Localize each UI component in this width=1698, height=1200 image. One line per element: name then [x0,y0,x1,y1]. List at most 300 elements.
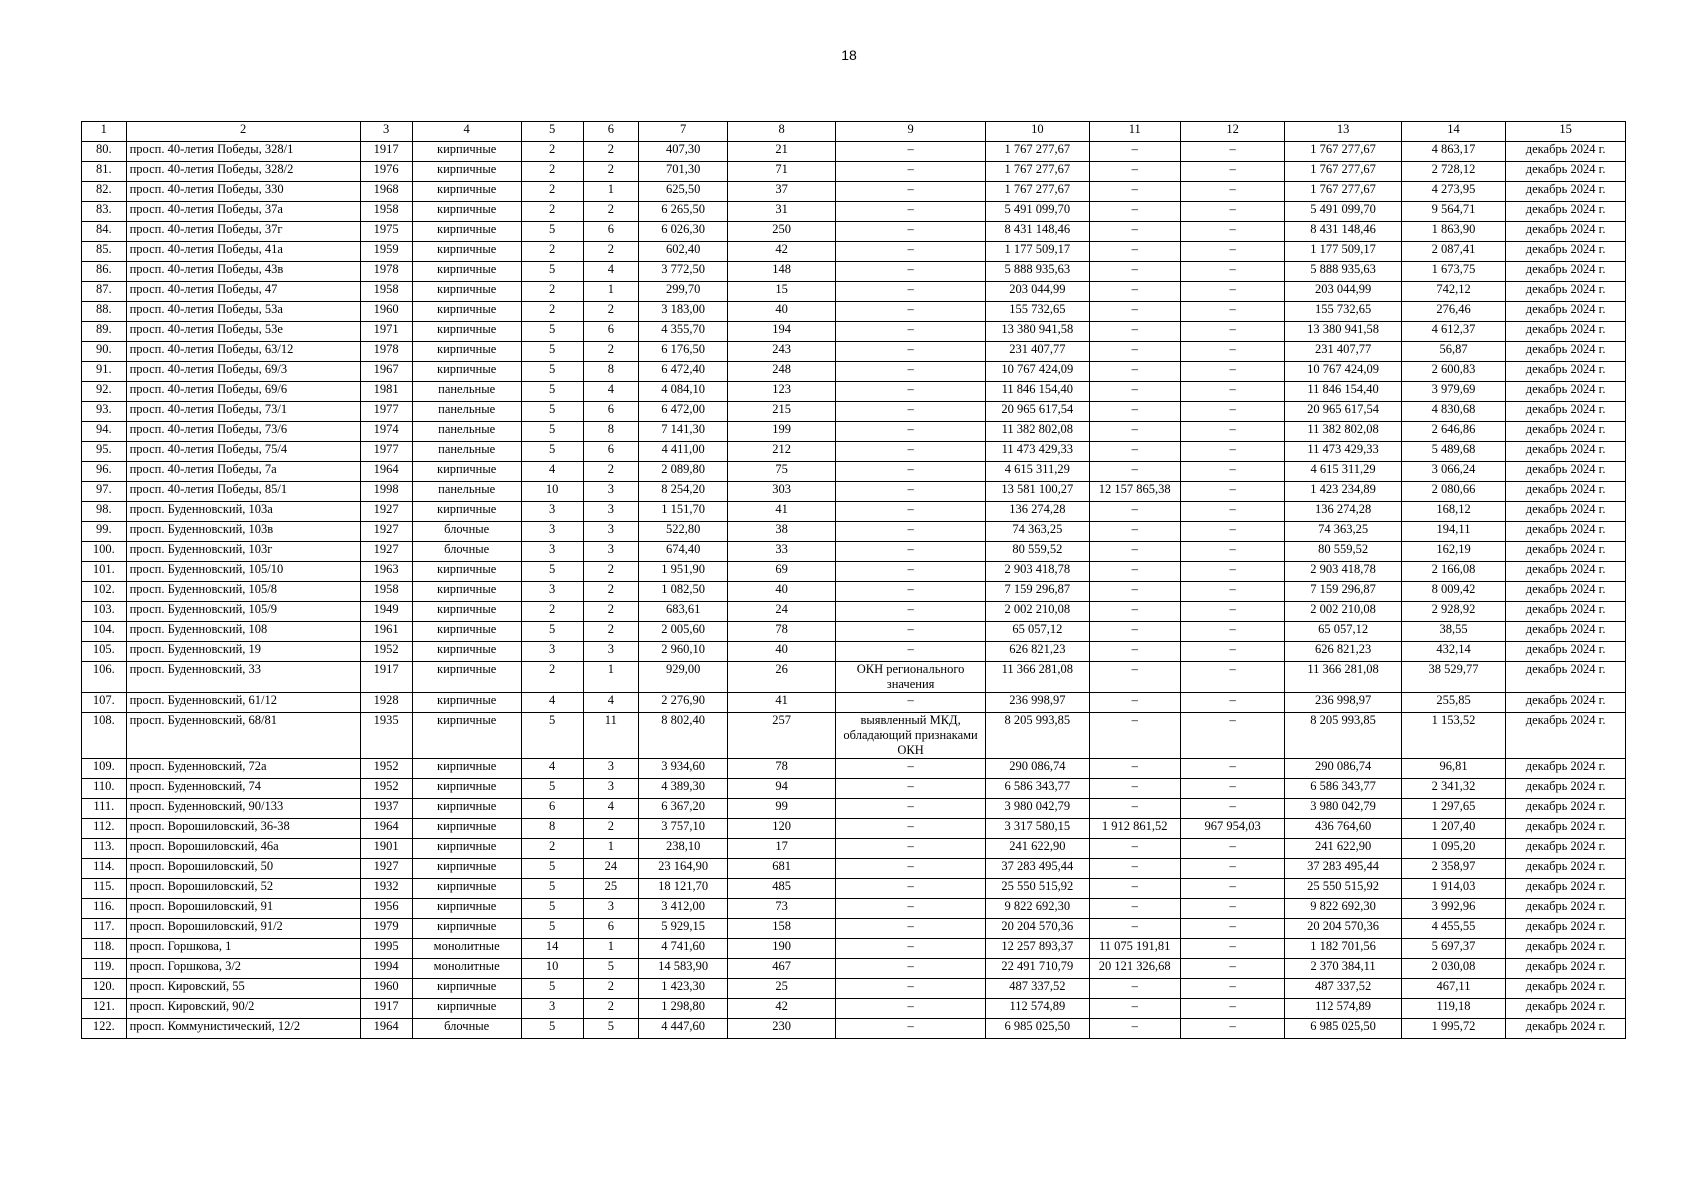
table-cell: 95. [82,442,127,462]
table-cell: 31 [728,202,836,222]
table-cell: 25 [583,879,638,899]
table-cell: 2 [521,839,583,859]
column-header: 15 [1506,122,1626,142]
table-cell: 3 412,00 [639,899,728,919]
table-cell: – [1180,542,1284,562]
table-cell: 1967 [360,362,412,382]
table-cell: 112 574,89 [1285,999,1401,1019]
table-cell: 8 [521,819,583,839]
table-cell: 3 980 042,79 [1285,799,1401,819]
table-cell: просп. 40-летия Победы, 37г [126,222,360,242]
table-cell: 241 622,90 [1285,839,1401,859]
table-cell: 23 164,90 [639,859,728,879]
table-cell: 290 086,74 [1285,759,1401,779]
table-cell: – [1089,522,1180,542]
registry-table [81,121,1626,1039]
table-row [82,202,1626,222]
table-cell: 2 [521,162,583,182]
table-cell: 4 741,60 [639,939,728,959]
table-cell: 2 341,32 [1401,779,1505,799]
table-cell: 73 [728,899,836,919]
table-cell: просп. 40-летия Победы, 53а [126,302,360,322]
table-cell: 4 830,68 [1401,402,1505,422]
table-cell: 1958 [360,582,412,602]
table-cell: 194,11 [1401,522,1505,542]
table-cell: декабрь 2024 г. [1506,582,1626,602]
table-cell: 11 366 281,08 [1285,662,1401,693]
table-cell: – [1089,582,1180,602]
table-cell: 5 489,68 [1401,442,1505,462]
table-cell: 2 [521,142,583,162]
table-cell: 33 [728,542,836,562]
table-cell: 5 888 935,63 [1285,262,1401,282]
table-row [82,222,1626,242]
table-cell: – [836,502,986,522]
table-cell: 9 822 692,30 [1285,899,1401,919]
table-cell: декабрь 2024 г. [1506,262,1626,282]
table-cell: 1927 [360,542,412,562]
table-cell: 21 [728,142,836,162]
table-cell: 104. [82,622,127,642]
table-cell: 119,18 [1401,999,1505,1019]
table-cell: 1 082,50 [639,582,728,602]
table-cell: 1 [583,182,638,202]
table-cell: просп. 40-летия Победы, 75/4 [126,442,360,462]
table-cell: – [836,482,986,502]
table-cell: 1998 [360,482,412,502]
table-cell: 158 [728,919,836,939]
table-cell: кирпичные [412,342,521,362]
table-cell: декабрь 2024 г. [1506,542,1626,562]
table-cell: 230 [728,1019,836,1039]
table-cell: декабрь 2024 г. [1506,879,1626,899]
table-cell: 1901 [360,839,412,859]
table-cell: 2 005,60 [639,622,728,642]
table-cell: 1917 [360,142,412,162]
table-row [82,799,1626,819]
table-cell: 99. [82,522,127,542]
table-cell: 26 [728,662,836,693]
table-cell: 12 157 865,38 [1089,482,1180,502]
table-cell: 86. [82,262,127,282]
table-cell: просп. Горшкова, 1 [126,939,360,959]
table-row [82,979,1626,999]
table-cell: 8 [583,362,638,382]
table-cell: декабрь 2024 г. [1506,759,1626,779]
table-cell: 3 [583,642,638,662]
table-cell: 9 564,71 [1401,202,1505,222]
table-cell: – [1089,899,1180,919]
table-cell: – [1089,562,1180,582]
table-cell: – [1180,859,1284,879]
table-row [82,242,1626,262]
table-cell: 238,10 [639,839,728,859]
table-cell: 1 298,80 [639,999,728,1019]
table-cell: 11 846 154,40 [986,382,1089,402]
table-cell: 1 767 277,67 [1285,142,1401,162]
table-row [82,382,1626,402]
table-cell: 24 [728,602,836,622]
table-cell: просп. 40-летия Победы, 43в [126,262,360,282]
table-cell: просп. 40-летия Победы, 37а [126,202,360,222]
table-cell: – [1089,422,1180,442]
table-cell: просп. Ворошиловский, 50 [126,859,360,879]
table-cell: 5 [521,262,583,282]
table-cell: 6 472,00 [639,402,728,422]
table-cell: – [836,622,986,642]
table-cell: кирпичные [412,162,521,182]
table-cell: 11 382 802,08 [986,422,1089,442]
table-cell: 3 [521,502,583,522]
table-cell: – [1089,362,1180,382]
table-cell: – [836,999,986,1019]
table-cell: 8 205 993,85 [986,713,1089,759]
table-cell: – [836,582,986,602]
table-cell: 96. [82,462,127,482]
table-row [82,713,1626,759]
table-cell: декабрь 2024 г. [1506,202,1626,222]
table-cell: 10 [521,482,583,502]
table-cell: 1 767 277,67 [986,162,1089,182]
table-cell: 96,81 [1401,759,1505,779]
table-cell: 6 [583,402,638,422]
table-cell: 1952 [360,779,412,799]
table-cell: 91. [82,362,127,382]
table-cell: 1968 [360,182,412,202]
table-cell: – [836,759,986,779]
table-cell: 1917 [360,662,412,693]
table-cell: 215 [728,402,836,422]
table-cell: 6 [583,442,638,462]
table-cell: 8 431 148,46 [1285,222,1401,242]
table-cell: 24 [583,859,638,879]
table-cell: – [836,162,986,182]
table-cell: 12 257 893,37 [986,939,1089,959]
table-row [82,442,1626,462]
table-cell: 487 337,52 [986,979,1089,999]
table-cell: – [1089,542,1180,562]
table-row [82,522,1626,542]
table-row [82,462,1626,482]
table-cell: – [1180,262,1284,282]
column-header: 7 [639,122,728,142]
table-cell: 14 583,90 [639,959,728,979]
table-cell: – [1180,622,1284,642]
table-cell: 103. [82,602,127,622]
table-cell: 1935 [360,713,412,759]
table-cell: кирпичные [412,899,521,919]
table-cell: 1977 [360,442,412,462]
table-cell: кирпичные [412,919,521,939]
table-cell: декабрь 2024 г. [1506,342,1626,362]
table-cell: 1964 [360,1019,412,1039]
table-cell: – [1089,602,1180,622]
table-cell: 1978 [360,342,412,362]
table-cell: – [1180,422,1284,442]
table-cell: просп. Буденновский, 19 [126,642,360,662]
table-cell: 5 697,37 [1401,939,1505,959]
table-cell: 436 764,60 [1285,819,1401,839]
table-cell: – [836,959,986,979]
table-cell: – [1180,642,1284,662]
table-cell: 1 182 701,56 [1285,939,1401,959]
table-cell: 467,11 [1401,979,1505,999]
table-cell: 2 276,90 [639,693,728,713]
table-cell: 1927 [360,859,412,879]
table-cell: просп. Буденновский, 33 [126,662,360,693]
table-cell: просп. 40-летия Победы, 85/1 [126,482,360,502]
table-cell: 89. [82,322,127,342]
table-cell: кирпичные [412,879,521,899]
table-cell: – [836,859,986,879]
table-cell: – [836,542,986,562]
table-cell: – [836,362,986,382]
table-cell: 6 985 025,50 [1285,1019,1401,1039]
table-cell: 20 121 326,68 [1089,959,1180,979]
table-cell: декабрь 2024 г. [1506,402,1626,422]
table-cell: 1 [583,662,638,693]
table-cell: кирпичные [412,302,521,322]
table-cell: 136 274,28 [1285,502,1401,522]
table-cell: просп. 40-летия Победы, 73/6 [126,422,360,442]
table-cell: 4 615 311,29 [986,462,1089,482]
table-cell: 929,00 [639,662,728,693]
table-cell: 5 [521,342,583,362]
column-header: 10 [986,122,1089,142]
table-cell: – [1089,502,1180,522]
table-row [82,362,1626,382]
column-header: 3 [360,122,412,142]
table-cell: 2 [583,602,638,622]
table-cell: 1932 [360,879,412,899]
table-cell: 6 265,50 [639,202,728,222]
table-row [82,482,1626,502]
table-cell: 683,61 [639,602,728,622]
table-cell: 5 [521,979,583,999]
table-cell: 93. [82,402,127,422]
table-cell: 56,87 [1401,342,1505,362]
table-cell: просп. Горшкова, 3/2 [126,959,360,979]
table-cell: – [1180,879,1284,899]
table-cell: 1960 [360,979,412,999]
table-cell: 2 [521,602,583,622]
table-cell: – [836,939,986,959]
table-cell: 4 615 311,29 [1285,462,1401,482]
table-cell: 1 912 861,52 [1089,819,1180,839]
table-cell: 2 087,41 [1401,242,1505,262]
table-row [82,542,1626,562]
table-cell: 78 [728,759,836,779]
table-cell: 1 995,72 [1401,1019,1505,1039]
table-cell: декабрь 2024 г. [1506,522,1626,542]
table-cell: 3 [521,642,583,662]
table-cell: 14 [521,939,583,959]
table-cell: 110. [82,779,127,799]
table-cell: – [1180,839,1284,859]
table-cell: – [1089,322,1180,342]
table-cell: 6 367,20 [639,799,728,819]
table-cell: 5 [583,1019,638,1039]
table-cell: – [1089,859,1180,879]
table-cell: 38 529,77 [1401,662,1505,693]
table-cell: 1960 [360,302,412,322]
table-cell: 1 767 277,67 [986,182,1089,202]
table-row [82,899,1626,919]
table-cell: просп. Буденновский, 105/8 [126,582,360,602]
table-cell: – [836,242,986,262]
table-cell: 236 998,97 [1285,693,1401,713]
table-cell: кирпичные [412,202,521,222]
table-row [82,999,1626,1019]
table-row [82,282,1626,302]
table-cell: 7 159 296,87 [1285,582,1401,602]
table-cell: просп. Кировский, 90/2 [126,999,360,1019]
table-cell: 40 [728,582,836,602]
table-cell: – [1089,262,1180,282]
table-cell: 13 380 941,58 [986,322,1089,342]
table-cell: 255,85 [1401,693,1505,713]
table-cell: 1 767 277,67 [986,142,1089,162]
table-cell: 1917 [360,999,412,1019]
table-cell: кирпичные [412,582,521,602]
table-cell: декабрь 2024 г. [1506,622,1626,642]
table-cell: кирпичные [412,819,521,839]
table-cell: 20 965 617,54 [986,402,1089,422]
table-cell: 69 [728,562,836,582]
table-row [82,582,1626,602]
table-cell: декабрь 2024 г. [1506,779,1626,799]
table-cell: просп. Ворошиловский, 36-38 [126,819,360,839]
table-cell: 8 254,20 [639,482,728,502]
table-cell: декабрь 2024 г. [1506,859,1626,879]
table-cell: кирпичные [412,362,521,382]
table-cell: 25 [728,979,836,999]
table-cell: 2 [521,182,583,202]
table-cell: – [1089,642,1180,662]
table-cell: – [836,262,986,282]
table-cell: кирпичные [412,502,521,522]
table-cell: декабрь 2024 г. [1506,939,1626,959]
table-cell: 81. [82,162,127,182]
table-cell: – [836,142,986,162]
table-cell: панельные [412,402,521,422]
table-row [82,693,1626,713]
table-cell: – [1089,402,1180,422]
table-cell: декабрь 2024 г. [1506,1019,1626,1039]
table-cell: кирпичные [412,222,521,242]
table-cell: – [836,879,986,899]
table-cell: 1 [583,282,638,302]
table-cell: декабрь 2024 г. [1506,959,1626,979]
table-cell: 3 934,60 [639,759,728,779]
table-cell: 1 863,90 [1401,222,1505,242]
table-cell: просп. Коммунистический, 12/2 [126,1019,360,1039]
table-row [82,502,1626,522]
table-cell: 8 431 148,46 [986,222,1089,242]
table-cell: 101. [82,562,127,582]
table-cell: – [836,693,986,713]
table-cell: – [1089,1019,1180,1039]
table-cell: – [836,642,986,662]
table-cell: 18 121,70 [639,879,728,899]
table-cell: декабрь 2024 г. [1506,899,1626,919]
table-row [82,322,1626,342]
table-cell: 6 176,50 [639,342,728,362]
table-cell: 5 491 099,70 [1285,202,1401,222]
table-row [82,919,1626,939]
table-cell: – [1089,442,1180,462]
table-cell: блочные [412,1019,521,1039]
table-cell: 1949 [360,602,412,622]
table-cell: 116. [82,899,127,919]
table-cell: 2 903 418,78 [986,562,1089,582]
table-cell: 5 491 099,70 [986,202,1089,222]
table-cell: 8 [583,422,638,442]
table-cell: просп. 40-летия Победы, 53е [126,322,360,342]
table-cell: 1964 [360,819,412,839]
table-cell: – [1089,302,1180,322]
table-cell: 2 [521,282,583,302]
table-cell: 2 [583,162,638,182]
table-cell: 15 [728,282,836,302]
table-cell: 98. [82,502,127,522]
table-cell: – [836,382,986,402]
table-cell: 1 423 234,89 [1285,482,1401,502]
column-header: 2 [126,122,360,142]
table-cell: кирпичные [412,693,521,713]
table-cell: просп. Буденновский, 72а [126,759,360,779]
table-cell: кирпичные [412,642,521,662]
table-cell: 37 [728,182,836,202]
column-header: 14 [1401,122,1505,142]
table-cell: – [1089,182,1180,202]
table-cell: – [836,282,986,302]
table-cell: 2 [521,242,583,262]
table-cell: декабрь 2024 г. [1506,142,1626,162]
table-cell: 290 086,74 [986,759,1089,779]
table-cell: 102. [82,582,127,602]
table-cell: 10 767 424,09 [1285,362,1401,382]
table-cell: 155 732,65 [1285,302,1401,322]
table-cell: 6 586 343,77 [986,779,1089,799]
table-header-row [82,122,1626,142]
table-row [82,162,1626,182]
table-cell: монолитные [412,959,521,979]
table-cell: 1 153,52 [1401,713,1505,759]
table-row [82,839,1626,859]
table-cell: 485 [728,879,836,899]
table-cell: просп. Буденновский, 108 [126,622,360,642]
table-cell: 3 [583,759,638,779]
table-cell: 78 [728,622,836,642]
table-cell: – [1180,799,1284,819]
table-cell: 2 089,80 [639,462,728,482]
table-cell: – [1089,693,1180,713]
table-cell: – [1180,999,1284,1019]
table-cell: – [1089,382,1180,402]
table-cell: 190 [728,939,836,959]
table-row [82,662,1626,693]
table-row [82,939,1626,959]
table-cell: 5 [521,899,583,919]
table-cell: 37 283 495,44 [1285,859,1401,879]
table-cell: 82. [82,182,127,202]
table-cell: 6 472,40 [639,362,728,382]
table-cell: просп. Буденновский, 68/81 [126,713,360,759]
table-cell: просп. Буденновский, 103в [126,522,360,542]
table-cell: 1927 [360,502,412,522]
table-cell: 243 [728,342,836,362]
